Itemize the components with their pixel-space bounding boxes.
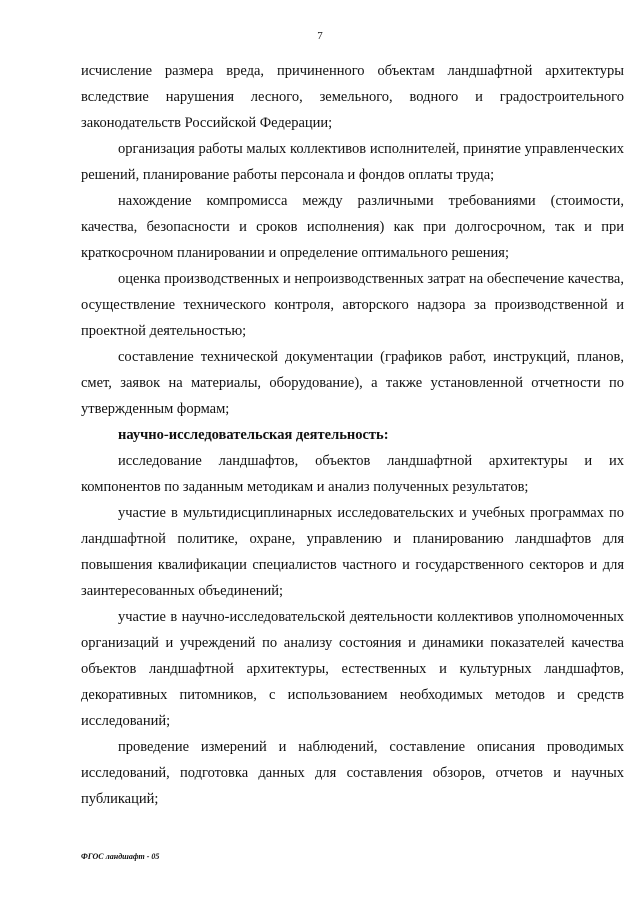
page-number: 7 — [317, 30, 323, 42]
paragraph-cost-assessment: оценка производственных и непроизводственных затрат на обеспечение качества, осуществление технического контроля, авторского надзора за производственной и проектной деятельностью; — [81, 271, 624, 339]
body-text — [81, 58, 624, 812]
paragraph-technical-documentation: составление технической документации (графиков работ, инструкций, планов, смет, заявок на материалы, оборудование), а также установленной отчетности по утвержденным формам; — [81, 349, 624, 417]
paragraph-measurements: проведение измерений и наблюдений, составление описания проводимых исследований, подготовка данных для составления обзоров, отчетов и научных публикаций; — [81, 739, 624, 807]
paragraph-research-participation: участие в научно-исследовательской деятельности коллективов уполномоченных организаций и учреждений по анализу состояния и динамики показателей качества объектов ландшафтной архитектуры, естественных и культурных ландшафтов, декоративных питомников, с использованием необходимых методов и средств исследований; — [81, 609, 624, 729]
paragraph-compromise: нахождение компромисса между различными требованиями (стоимости, качества, безопасности и сроков исполнения) как при долгосрочном, так и при краткосрочном планировании и определение оптимального решения; — [81, 193, 624, 261]
paragraph-landscape-research: исследование ландшафтов, объектов ландшафтной архитектуры и их компонентов по заданным методикам и анализ полученных результатов; — [81, 453, 624, 495]
footer-document-code: ФГОС ландшафт - 05 — [81, 852, 160, 861]
paragraph-damage-calculation: исчисление размера вреда, причиненного объектам ландшафтной архитектуры вследствие нарушения лесного, земельного, водного и градостроительного законодательств Российской Федерации; — [81, 63, 624, 131]
paragraph-team-organization: организация работы малых коллективов исполнителей, принятие управленческих решений, планирование работы персонала и фондов оплаты труда; — [81, 141, 624, 183]
paragraph-multidisciplinary-programs: участие в мультидисциплинарных исследовательских и учебных программах по ландшафтной политике, охране, управлению и планированию ландшафтов для повышения квалификации специалистов частного и государственного секторов и для заинтересованных объединений; — [81, 505, 624, 599]
section-heading-research: научно-исследовательская деятельность: — [118, 427, 389, 443]
